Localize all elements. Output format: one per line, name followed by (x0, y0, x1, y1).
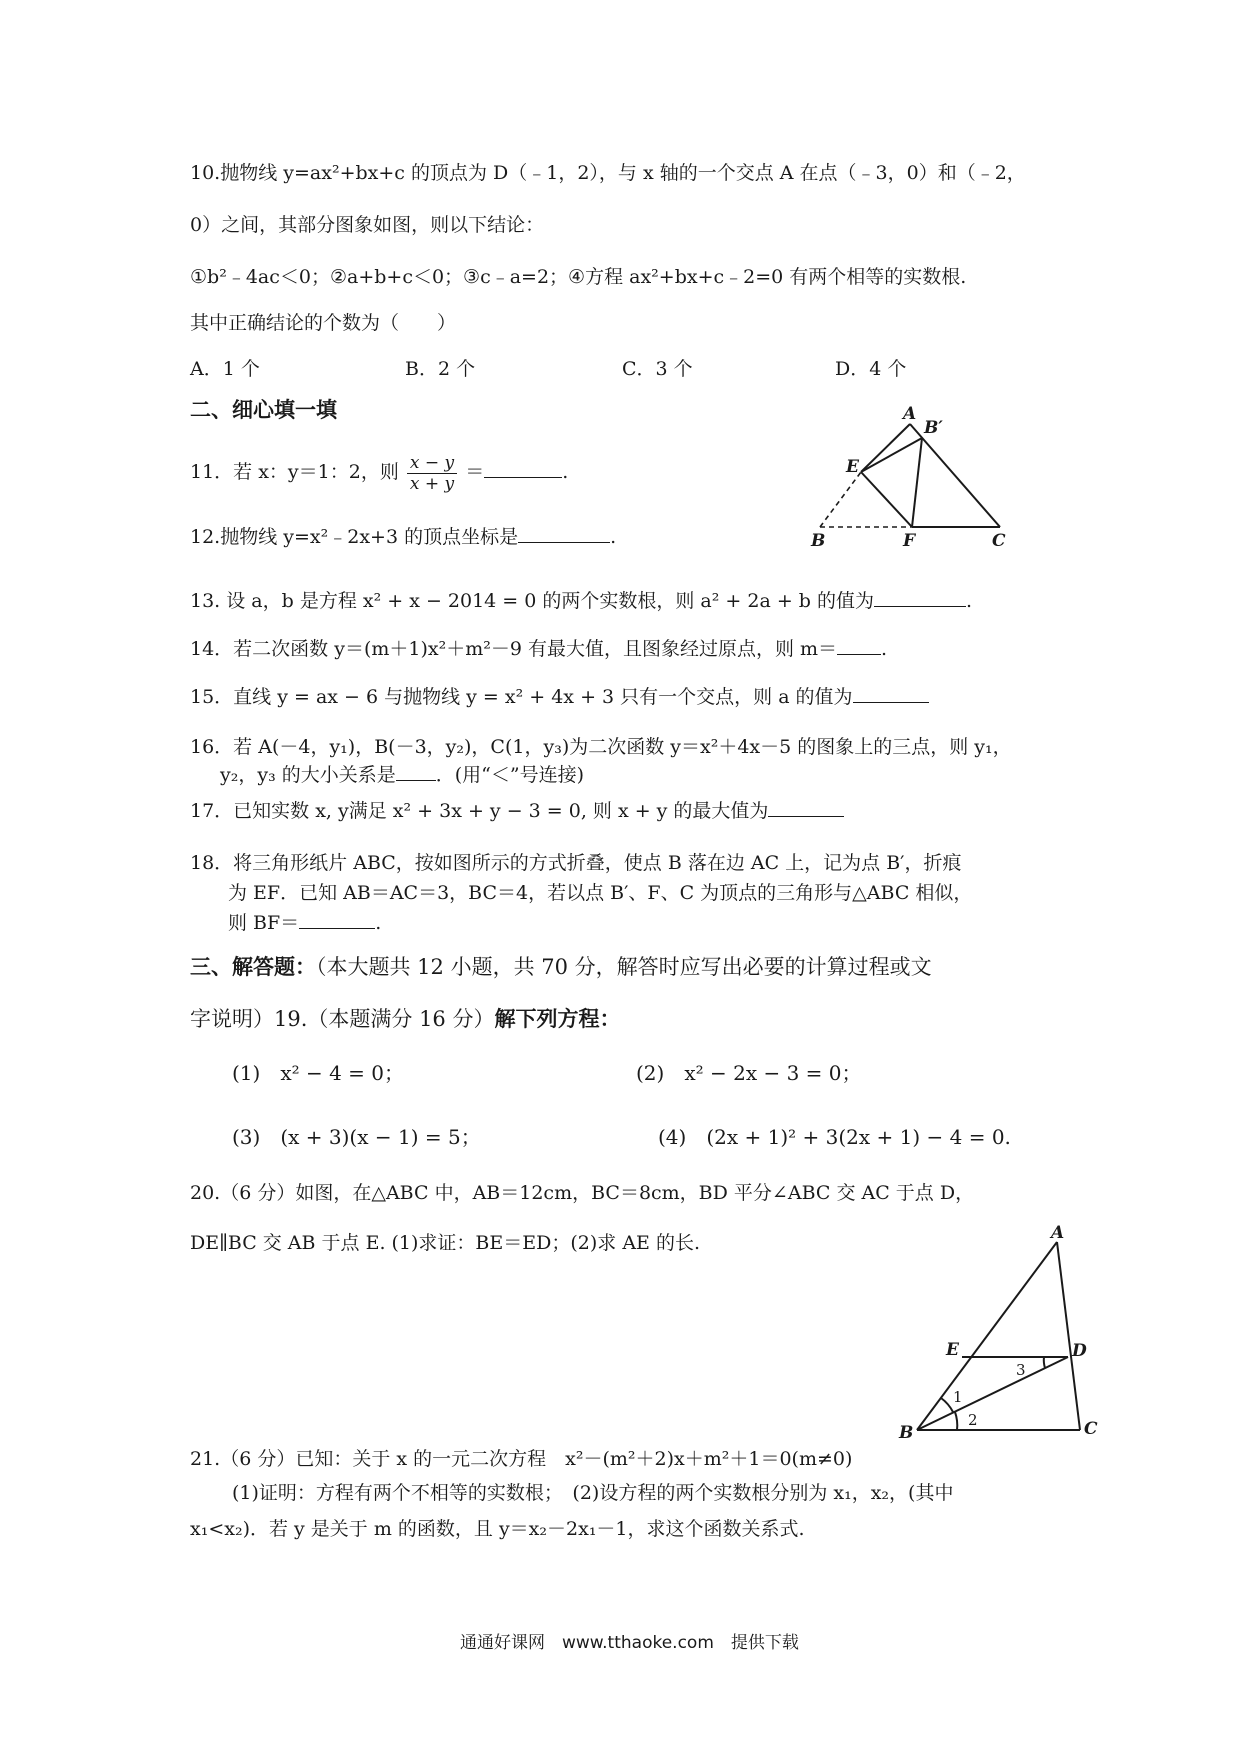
side-ac (910, 424, 1000, 527)
q16-line2-end: ．(用“＜”号连接) (435, 764, 585, 786)
q21-line1: 21.（6 分）已知：关于 x 的一元二次方程 x²－(m²＋2)x＋m²＋1＝0(m≠0) (190, 1448, 853, 1470)
q10-option-b: B．2 个 (405, 358, 476, 380)
q11-end: . (562, 461, 569, 483)
q16-line1: 16．若 A(－4，y₁)，B(－3，y₂)，C(1，y₃)为二次函数 y＝x²＋4x－5 的图象上的三点，则 y₁， (190, 736, 1012, 758)
label-f: F (903, 531, 916, 551)
q13-end: . (966, 590, 973, 612)
fig20-label-d: D (1072, 1341, 1087, 1361)
q10-line4: 其中正确结论的个数为（ ） (190, 312, 457, 334)
angle-3-arc (1044, 1357, 1045, 1368)
q12-end: . (610, 526, 617, 548)
angle-1-arc (941, 1398, 953, 1412)
q10-line2: 0）之间，其部分图象如图，则以下结论： (190, 214, 545, 236)
section3-line2-pre: 字说明）19.（本题满分 16 分） (190, 1007, 495, 1031)
q19-part4: (4) (2x + 1)² + 3(2x + 1) − 4 = 0. (658, 1125, 1011, 1149)
fig20-label-b: B (899, 1423, 914, 1443)
fig20-angle-label-1: 1 (953, 1388, 963, 1406)
section2-title: 二、细心填一填 (190, 398, 337, 422)
q12-text: 12.抛物线 y=x²﹣2x+3 的顶点坐标是 (190, 526, 519, 548)
q19-part1: (1) x² − 4 = 0； (232, 1061, 405, 1085)
label-e: E (846, 457, 859, 477)
q10-line1: 10.抛物线 y=ax²+bx+c 的顶点为 D（﹣1，2），与 x 轴的一个交点 A 在点（﹣3，0）和（﹣2， (190, 162, 1026, 184)
q18-line3-end: . (375, 912, 382, 934)
q11-denominator: x + y (409, 473, 455, 494)
dashed-be (820, 472, 861, 527)
fig20-angle-label-2: 2 (968, 1411, 978, 1429)
q18-line2: 为 EF．已知 AB＝AC＝3，BC＝4，若以点 B′、F、C 为顶点的三角形与△ABC 相似， (228, 882, 973, 904)
q10-line3: ①b²﹣4ac＜0；②a+b+c＜0；③c﹣a=2；④方程 ax²+bx+c﹣2=0 有两个相等的实数根. (190, 266, 967, 288)
q19-part2: (2) x² − 2x − 3 = 0； (636, 1061, 862, 1085)
fold-edge-bf (912, 438, 922, 527)
q18-line3-text: 则 BF＝ (228, 912, 300, 934)
q11-prefix: 11．若 x：y＝1：2，则 (190, 461, 399, 483)
section3-title: 三、解答题： (190, 955, 316, 979)
fig20-label-e: E (946, 1340, 959, 1360)
fig20-label-c: C (1084, 1419, 1098, 1439)
label-a: A (903, 404, 917, 424)
label-b-prime: B′ (924, 418, 943, 438)
side-ac (1057, 1242, 1080, 1430)
q21-line2: (1)证明：方程有两个不相等的实数根； (2)设方程的两个实数根分别为 x₁，x₂，(其中 (232, 1482, 954, 1504)
q19-part3: (3) (x + 3)(x − 1) = 5； (232, 1125, 481, 1149)
section3-desc: （本大题共 12 小题，共 70 分，解答时应写出必要的计算过程或文 (316, 955, 932, 979)
triangle-abc-figure (917, 1242, 1080, 1430)
bisector-bd (917, 1357, 1068, 1430)
angle-2-arc (955, 1412, 957, 1430)
q15-text: 15．直线 y = ax − 6 与抛物线 y = x² + 4x + 3 只有一个交点，则 a 的值为 (190, 686, 853, 708)
crease-ef (861, 472, 912, 527)
q13-text: 13. 设 a，b 是方程 x² + x − 2014 = 0 的两个实数根，则 a² + 2a + b 的值为 (190, 590, 874, 612)
q10-option-c: C．3 个 (622, 358, 693, 380)
q10-option-a: A．1 个 (190, 358, 260, 380)
q10-option-d: D．4 个 (835, 358, 907, 380)
q16-line2-text: y₂，y₃ 的大小关系是 (220, 764, 396, 786)
q17-text: 17．已知实数 x, y满足 x² + 3x + y − 3 = 0, 则 x + y 的最大值为 (190, 800, 769, 822)
label-b: B (811, 531, 826, 551)
q11-numerator: x − y (407, 453, 457, 474)
q20-line2: DE∥BC 交 AB 于点 E. (1)求证：BE＝ED；(2)求 AE 的长. (190, 1232, 700, 1254)
q21-line3: x₁<x₂)．若 y 是关于 m 的函数，且 y＝x₂－2x₁－1，求这个函数关系式. (190, 1518, 805, 1540)
q20-line1: 20.（6 分）如图，在△ABC 中，AB＝12cm，BC＝8cm，BD 平分∠ABC 交 AC 于点 D， (190, 1182, 975, 1204)
q18-line1: 18．将三角形纸片 ABC，按如图所示的方式折叠，使点 B 落在边 AC 上，记为点 B′，折痕 (190, 852, 962, 874)
q11-suffix: ＝ (465, 461, 485, 483)
q14-end: . (881, 638, 888, 660)
footer-credit: 通通好课网 www.tthaoke.com 提供下载 (460, 1633, 799, 1653)
label-c: C (992, 531, 1006, 551)
side-ab (917, 1242, 1057, 1430)
fig20-angle-label-3: 3 (1016, 1361, 1026, 1379)
q14-text: 14．若二次函数 y＝(m＋1)x²＋m²－9 有最大值，且图象经过原点，则 m＝ (190, 638, 838, 660)
fig20-label-a: A (1051, 1223, 1065, 1243)
q19-instruction: 解下列方程： (494, 1007, 621, 1031)
